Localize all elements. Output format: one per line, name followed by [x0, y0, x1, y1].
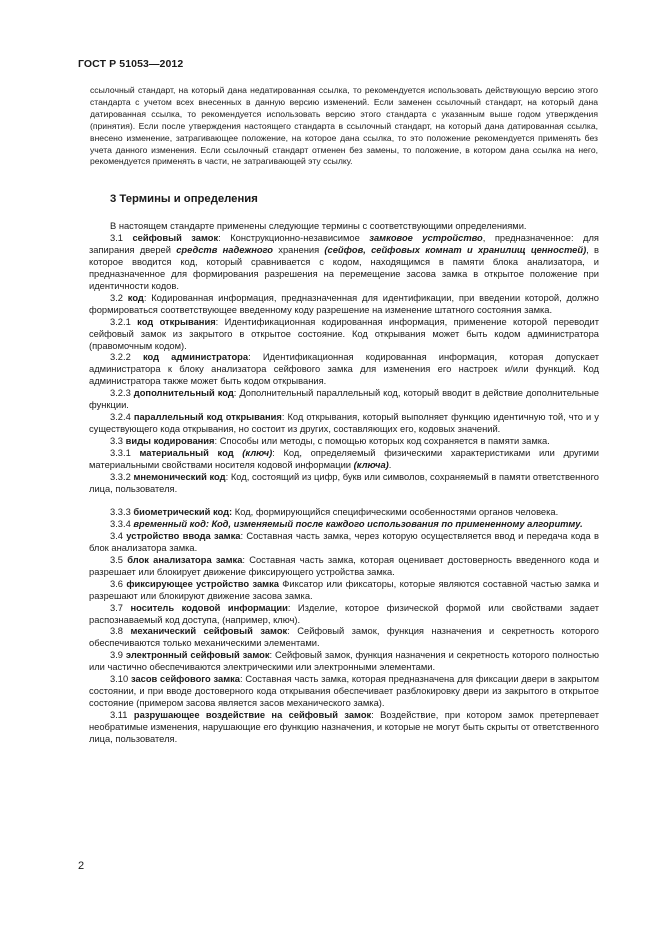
term-definition: : Составная часть замка, которая предназначена для фиксации двери в закрытом состоянии, и при вводе достоверного кода открывания обеспечивает разблокировку двери из закрытого в открытое состояние (примером засова является засов механического замка).: [89, 674, 599, 709]
term-3-2-4: [89, 412, 599, 436]
term-3-3-1: [89, 448, 599, 472]
term-emphasis: (ключа): [353, 460, 389, 471]
term-definition: .: [388, 460, 392, 471]
term-3-8: [89, 626, 599, 650]
term-3-2-3: [89, 388, 599, 412]
term-emphasis: замковое устройство: [369, 232, 483, 243]
term-definition: : Конструкционно-независимое: [218, 232, 370, 243]
term-definition: : Составная часть замка, которая оценивает достоверность введенного кода и разрешает или блокирует движение фиксирующего устройства замка.: [89, 554, 599, 577]
term-3-1: [89, 233, 599, 293]
term-definition: : Код, определяемый физическими характеристиками или другими материальными свойствами носителя кодовой информации: [89, 448, 599, 471]
term-name: устройство ввода замка: [126, 530, 241, 541]
term-name: блок анализатора замка: [127, 554, 243, 565]
term-definition: : Сейфовый замок, функция назначения и секретность которого полностью или частично обеспечиваются электрическими или электронными элементами.: [89, 650, 599, 673]
document-header: ГОСТ Р 51053—2012: [78, 58, 184, 70]
term-name: мнемонический код: [133, 472, 226, 483]
term-3-3-2: [89, 472, 599, 496]
term-3-5: [89, 555, 599, 579]
term-definition: : Идентификационная кодированная информация, применение которой переводит сейфовый замок из закрытого в открытое состояние. Код открывания может быть кодом администратора (правомочным кодом).: [89, 316, 599, 351]
term-3-3-4: [89, 519, 599, 531]
term-definition: Фиксатор или фиксаторы, которые являются составной частью замка и разрешают или блокируют движение засова замка.: [89, 578, 599, 601]
term-definition: , предназначенное: для запирания дверей: [89, 232, 599, 255]
term-name: засов сейфового замка: [130, 674, 240, 685]
term-number: 3.11: [110, 710, 128, 721]
term-name: дополнительный код: [133, 388, 234, 399]
term-name: параллельный код открывания: [133, 412, 282, 423]
page-number: 2: [78, 860, 85, 872]
intro-paragraph: ссылочный стандарт, на который дана недатированная ссылка, то рекомендуется использовать действующую версию этого стандарта с учетом всех внесенных в данную версию изменений. Если заменен ссылочный стандарт, на который дана датированная ссылка, то рекомендуется использовать версию этого стандарта с указанным выше годом утверждения (принятия). Если после утверждения настоящего стандарта в ссылочный стандарт, на который дана датированная ссылка, внесено изменение, затрагивающее положение, на которое дана ссылка, то это положение рекомендуется применять без учета данного изменения. Если ссылочный стандарт отменен без замены, то положение, в котором дана ссылка на него, рекомендуется применять в части, не затрагивающей эту ссылку.: [90, 85, 598, 167]
term-definition: : Составная часть замка, через которую осуществляется ввод и передача кода в блок анализатора замка.: [89, 530, 599, 553]
spacer: [89, 496, 599, 507]
term-number: 3.2: [110, 292, 123, 303]
term-number: 3.2.4: [110, 412, 131, 423]
section-title: 3 Термины и определения: [110, 193, 258, 205]
term-definition: : Воздействие, при котором замок претерпевает необратимые изменения, нарушающие его функцию назначения, и которые не могут быть скрыты от ответственного лица, пользователя.: [89, 710, 600, 745]
term-number: 3.7: [110, 602, 123, 613]
term-name: разрушающее воздействие на сейфовый замок: [133, 710, 372, 721]
term-definition: хранения: [273, 244, 325, 255]
term-definition: : Идентификационная кодированная информация, которая допускает администратора к блоку анализатора сейфового замка для изменения его настроек и/или функций. Код администратора также может быть кодом открывания.: [89, 352, 599, 387]
term-number: 3.3: [110, 436, 123, 447]
term-number: 3.9: [110, 650, 123, 661]
term-3-11: [89, 710, 599, 746]
term-emphasis: средств надежного: [176, 244, 274, 255]
term-number: 3.3.3: [110, 506, 131, 517]
term-number: 3.4: [110, 530, 123, 541]
term-3-3: [89, 436, 599, 448]
term-3-2-1: [89, 317, 599, 353]
term-number: 3.2.3: [110, 388, 131, 399]
term-definition: : Код открывания, который выполняет функцию идентичную той, что и у существующего кода открывания, но состоит из других, составляющих его, кодовых значений.: [89, 412, 599, 435]
term-3-4: [89, 531, 599, 555]
term-name: код администратора: [142, 352, 249, 363]
term-emphasis: (ключ): [242, 448, 273, 459]
term-emphasis: (сейфов, сейфовых комнат и хранилищ ценностей): [324, 244, 587, 255]
term-number: 3.10: [110, 674, 129, 685]
section-lead: В настоящем стандарте применены следующие термины с соответствующими определениями.: [110, 221, 527, 231]
term-name: виды кодирования: [125, 436, 215, 447]
term-3-7: [89, 603, 599, 627]
term-3-2-2: [89, 352, 599, 388]
term-number: 3.3.2: [110, 472, 131, 483]
term-number: 3.5: [110, 554, 123, 565]
term-3-6: [89, 579, 599, 603]
term-definition: Код, формирующийся специфическими особенностями органов человека.: [232, 506, 559, 517]
term-name: электронный сейфовый замок: [125, 650, 270, 661]
term-name: фиксирующее устройство замка: [126, 578, 279, 589]
term-number: 3.1: [110, 232, 123, 243]
term-number: 3.3.1: [110, 448, 131, 459]
term-emphasis: временный код: Код, изменяемый после каждого использования по примененному алгоритму.: [133, 518, 583, 529]
term-number: 3.3.4: [110, 518, 131, 529]
term-3-10: [89, 674, 599, 710]
term-3-3-3: [89, 507, 599, 519]
term-name: механический сейфовый замок: [130, 626, 288, 637]
term-number: 3.2.1: [110, 316, 131, 327]
term-name: материальный код: [139, 448, 234, 459]
term-name: носитель кодовой информации: [130, 602, 288, 613]
term-name: код: [127, 292, 144, 303]
term-definition: : Код, состоящий из цифр, букв или символов, сохраняемый в памяти ответственного лица, пользователя.: [89, 472, 599, 494]
section-body: [89, 221, 599, 746]
term-name: код открывания: [137, 316, 216, 327]
term-3-2: [89, 293, 599, 317]
term-number: 3.2.2: [110, 352, 131, 363]
term-definition: : Дополнительный параллельный код, который вводит в действие дополнительные функции.: [89, 388, 599, 411]
term-3-9: [89, 650, 599, 674]
term-name: биометрический код:: [133, 506, 233, 517]
term-definition: , в которое вводится код, который сравнивается с кодом, находящимся в памяти блока анализатора, и предназначенное для формирования разрешения на перемещение засова замка в открытое положение при идентичности кодов.: [89, 244, 600, 291]
term-definition: : Сейфовый замок, функция назначения и секретность которого обеспечиваются только механическими элементами.: [89, 626, 599, 649]
term-number: 3.8: [110, 626, 123, 637]
term-number: 3.6: [110, 578, 123, 589]
term-definition: : Кодированная информация, предназначенная для идентификации, при введении которой, должно формироваться соответствующее введенному коду разрешение на изменение штатного состояния замка.: [89, 292, 599, 315]
term-definition: : Способы или методы, с помощью которых код сохраняется в памяти замка.: [214, 436, 550, 447]
term-name: сейфовый замок: [132, 232, 219, 243]
term-definition: : Изделие, которое физической формой или свойствами задает распознаваемый код доступа, (например, ключ).: [89, 602, 599, 625]
